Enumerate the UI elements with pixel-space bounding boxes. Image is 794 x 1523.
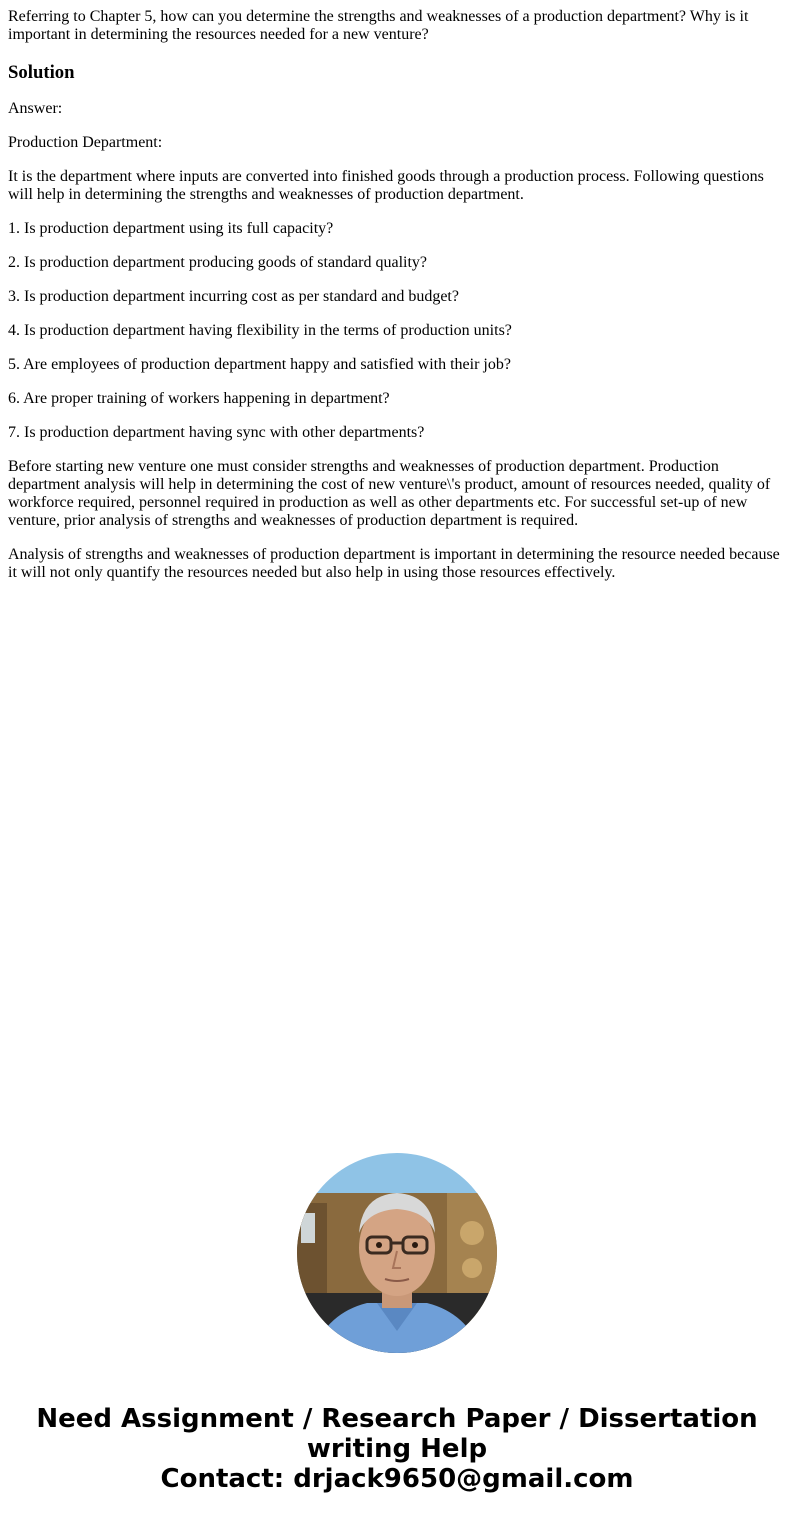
footer-banner [0, 1404, 794, 1494]
body-paragraph-1: Before starting new venture one must consider strengths and weaknesses of production department. Production department analysis will help in determining the cost of new venture\'s product, amount of resources needed, quality of workforce required, personnel required in production as well as other departments etc. For successful set-up of new venture, prior analysis of strengths and weaknesses of production department is required. [8, 458, 771, 529]
footer-line-1: Need Assignment / Research Paper / Dissertation [36, 1404, 758, 1434]
question-text: Referring to Chapter 5, how can you determine the strengths and weaknesses of a production department? Why is it important in determining the resources needed for a new venture? [8, 8, 749, 43]
list-item: 5. Are employees of production department happy and satisfied with their job? [8, 356, 511, 373]
list-item: 4. Is production department having flexibility in the terms of production units? [8, 322, 512, 339]
footer-contact: Contact: drjack9650@gmail.com [160, 1464, 634, 1494]
section-title: Production Department: [8, 134, 163, 151]
solution-heading: Solution [8, 62, 75, 83]
list-item: 6. Are proper training of workers happening in department? [8, 390, 390, 407]
body-paragraph-2: Analysis of strengths and weaknesses of production department is important in determining the resource needed because it will not only quantify the resources needed but also help in using those resources effectively. [8, 546, 780, 581]
list-item: 1. Is production department using its full capacity? [8, 220, 334, 237]
list-item: 7. Is production department having sync with other departments? [8, 424, 425, 441]
avatar-portrait [297, 1153, 497, 1353]
document-body [0, 0, 794, 582]
avatar [297, 1153, 497, 1353]
footer-line-2: writing Help [306, 1434, 488, 1464]
list-item: 2. Is production department producing goods of standard quality? [8, 254, 428, 271]
answer-label: Answer: [8, 100, 63, 117]
intro-paragraph: It is the department where inputs are converted into finished goods through a production process. Following questions will help in determining the strengths and weaknesses of production department. [8, 168, 764, 203]
list-item: 3. Is production department incurring cost as per standard and budget? [8, 288, 459, 305]
